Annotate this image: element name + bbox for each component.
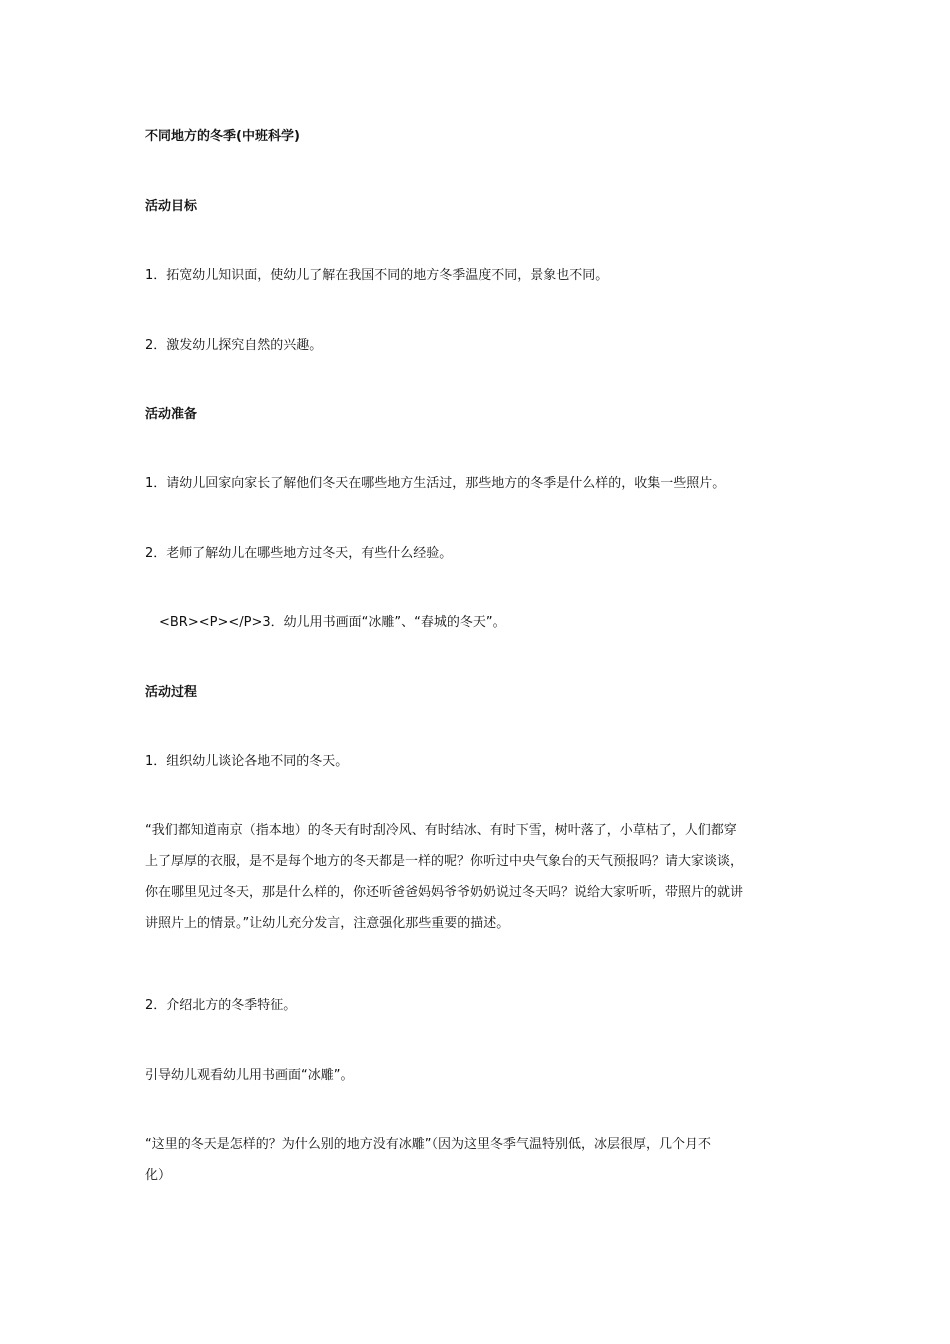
process-heading: 活动过程 [145,685,198,700]
quote-line: “我们都知道南京（指本地）的冬天有时刮冷风、有时结冰、有时下雪，树叶落了，小草枯了，人们都穿 [145,823,737,838]
document-title: 不同地方的冬季(中班科学) [145,129,300,144]
quote-line: “这里的冬天是怎样的？为什么别的地方没有冰雕”（因为这里冬季气温特别低，冰层很厚，几个月不 [145,1137,711,1152]
teacher-quote-1 [145,815,810,939]
guide-text: 引导幼儿观看幼儿用书画面“冰雕”。 [145,1068,354,1083]
prep-item-1: 1．请幼儿回家向家长了解他们冬天在哪些地方生活过，那些地方的冬季是什么样的，收集一些照片。 [145,476,726,491]
goal-item-2: 2．激发幼儿探究自然的兴趣。 [145,338,323,353]
process-step-2: 2．介绍北方的冬季特征。 [145,998,297,1013]
prep-item-3: <BR><P></P>3．幼儿用书画面“冰雕”、“春城的冬天”。 [159,615,506,630]
teacher-quote-2 [145,1129,810,1191]
prep-heading: 活动准备 [145,407,198,422]
prep-item-2: 2．老师了解幼儿在哪些地方过冬天，有些什么经验。 [145,546,453,561]
quote-line: 讲照片上的情景。”让幼儿充分发言，注意强化那些重要的描述。 [145,916,510,931]
goal-item-1: 1．拓宽幼儿知识面，使幼儿了解在我国不同的地方冬季温度不同，景象也不同。 [145,268,609,283]
process-step-1: 1．组织幼儿谈论各地不同的冬天。 [145,754,349,769]
quote-line: 上了厚厚的衣服，是不是每个地方的冬天都是一样的呢？你听过中央气象台的天气预报吗？请大家谈谈， [145,854,744,869]
goals-heading: 活动目标 [145,199,198,214]
quote-line: 化） [145,1168,172,1183]
quote-line: 你在哪里见过冬天，那是什么样的，你还听爸爸妈妈爷爷奶奶说过冬天吗？说给大家听听，带照片的就讲 [145,885,744,900]
